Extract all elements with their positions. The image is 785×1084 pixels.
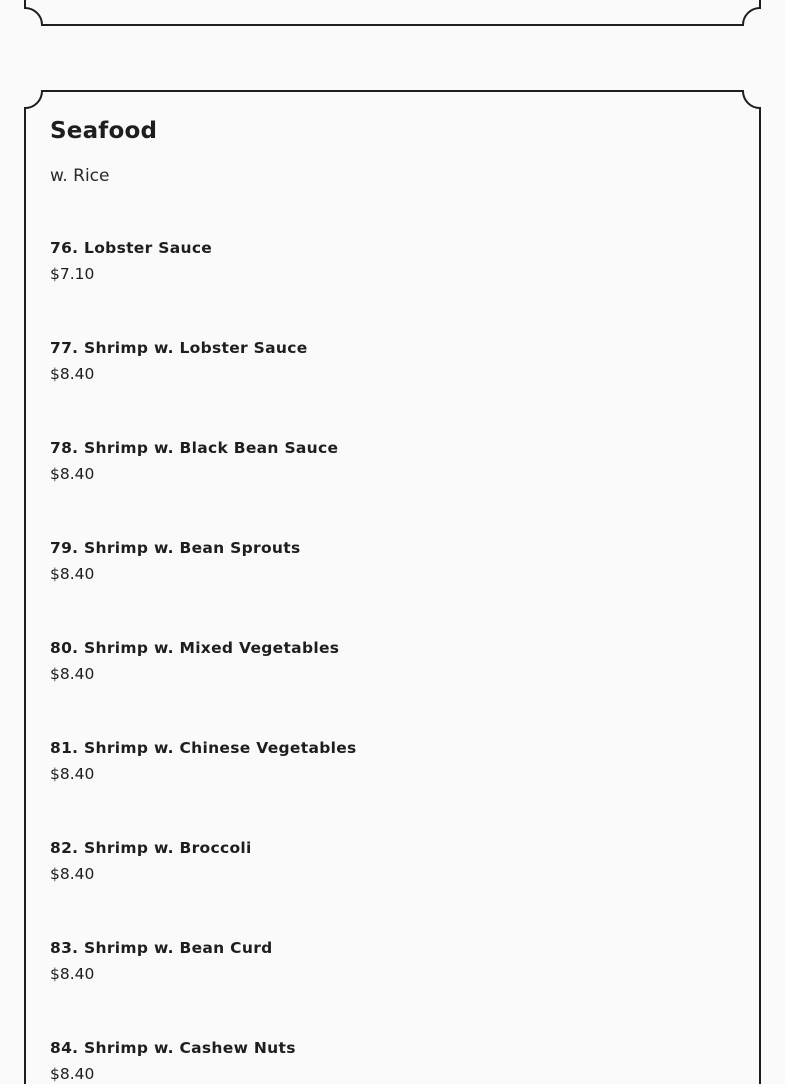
- previous-card-frame: [24, 0, 761, 26]
- menu-item-name: 82. Shrimp w. Broccoli: [50, 839, 252, 857]
- menu-item-price: $8.40: [50, 465, 95, 483]
- menu-item-price: $8.40: [50, 765, 95, 783]
- section-subtitle: w. Rice: [50, 166, 110, 186]
- menu-item-name: 76. Lobster Sauce: [50, 239, 213, 257]
- menu-item-price: $8.40: [50, 365, 95, 383]
- menu-item-name: 79. Shrimp w. Bean Sprouts: [50, 539, 301, 557]
- menu-item-name: 78. Shrimp w. Black Bean Sauce: [50, 439, 339, 457]
- menu-item-name: 77. Shrimp w. Lobster Sauce: [50, 339, 308, 357]
- menu-item-name: 83. Shrimp w. Bean Curd: [50, 939, 273, 957]
- menu-item-name: 81. Shrimp w. Chinese Vegetables: [50, 739, 357, 757]
- menu-item-price: $8.40: [50, 1065, 95, 1083]
- menu-item-name: 84. Shrimp w. Cashew Nuts: [50, 1039, 296, 1057]
- section-title: Seafood: [50, 118, 158, 144]
- seafood-section-card: [24, 90, 761, 1084]
- menu-item-price: $7.10: [50, 265, 95, 283]
- menu-item-price: $8.40: [50, 565, 95, 583]
- menu-item-price: $8.40: [50, 865, 95, 883]
- menu-item-name: 80. Shrimp w. Mixed Vegetables: [50, 639, 340, 657]
- menu-item-price: $8.40: [50, 665, 95, 683]
- menu-item-price: $8.40: [50, 965, 95, 983]
- previous-section-card: [24, 0, 761, 26]
